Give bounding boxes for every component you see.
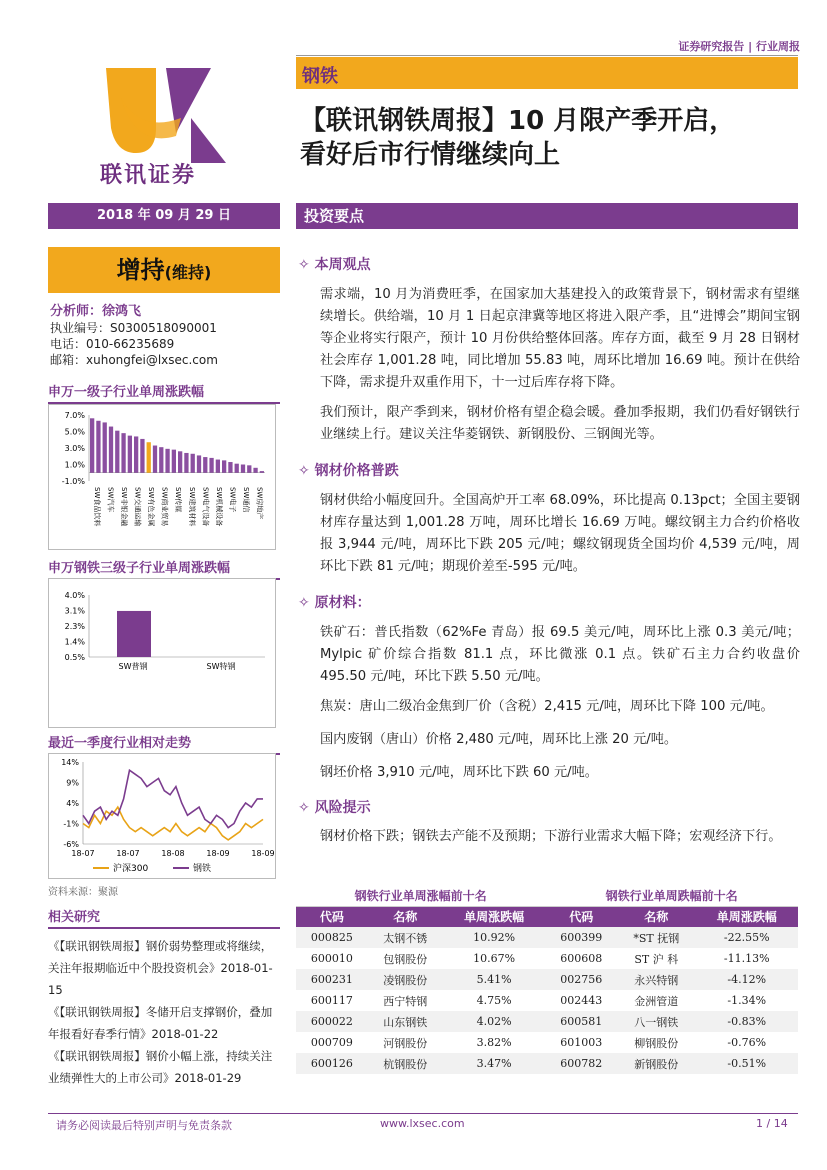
invest-highlights-title: 投资要点 — [296, 203, 798, 229]
table-cell: 5.41% — [443, 969, 546, 990]
relative-trend-line-chart — [49, 754, 275, 878]
section-raw-material-label: 原材料： — [314, 595, 371, 611]
para-steel-price: 钢材供给小幅度回升。全国高炉开工率 68.09%，环比提高 0.13pct；全国主要钢材库存量达到 1,001.28 万吨，周环比增长 16.69 万吨。螺纹钢主力合约价格收报 3,944 元/吨，周环比下跌 205 元/吨；螺纹钢现货全国均价 4,539 元/吨，周环比下跌 81 元/吨；期现价差至-595 元/吨。 — [320, 493, 800, 574]
bar — [90, 418, 94, 472]
y-tick-label: 14% — [61, 758, 79, 767]
legend-label: 沪深300 — [113, 864, 149, 874]
related-item[interactable]: 《【联讯钢铁周报】冬储开启支撑钢价，叠加年报看好春季行情》2018-01-22 — [48, 1005, 273, 1041]
x-tick-label: SW通信 — [241, 487, 250, 513]
x-tick-label: 18-09 — [251, 849, 275, 858]
bar — [165, 449, 169, 473]
sector-bar — [296, 57, 798, 89]
x-tick-label: SW传媒 — [174, 487, 183, 513]
section-steel-price-label: 钢材价格普跌 — [314, 463, 399, 479]
table-cell: 新钢股份 — [617, 1053, 695, 1074]
y-tick-label: -1.0% — [61, 477, 85, 486]
table-cell: -0.83% — [695, 1011, 798, 1032]
table-cell: 002443 — [560, 994, 603, 1007]
table-cell: 600608 — [560, 952, 603, 965]
chart1-box — [48, 404, 276, 550]
report-date: 2018 年 09 月 29 日 — [48, 203, 280, 229]
bar — [134, 436, 138, 472]
x-tick-label: 18-07 — [116, 849, 140, 858]
table-cell: 3.47% — [443, 1053, 546, 1074]
table-cell: 4.75% — [476, 994, 512, 1007]
section-weekly-view-label: 本周观点 — [314, 257, 371, 273]
table-cell: -0.76% — [727, 1036, 767, 1049]
para-weekly-view-2: 我们预计，限产季到来，钢材价格有望企稳会暖。叠加季报期，我们仍看好钢铁行业继续上行。建议关注华菱钢铁、新钢股份、三钢闽光等。 — [320, 405, 800, 442]
bar — [115, 431, 119, 473]
bar — [153, 446, 157, 473]
footer-page: 1 / 14 — [756, 1117, 788, 1130]
x-tick-label: SW电气设备 — [201, 487, 210, 527]
table-cell: ST 沪 科 — [634, 952, 679, 966]
bar — [103, 422, 107, 472]
para-weekly-view-1: 需求端，10 月为消费旺季，在国家加大基建投入的政策背景下，钢材需求有望继续增长。供给端，10 月 1 日起京津冀等地区将进入限产季，且“进博会”期间宝钢等企业将实行限产，预计 10 月份供给整体回落。库存方面，截至 9 月 28 日钢材社会库存 1,001.28 吨，同比增加 55.83 吨，周环比增加 16.69 吨。预计在供给下降，需求提升双重作用下，十一过后库存将下降。 — [320, 287, 800, 390]
title-line-1: 【联讯钢铁周报】10 月限产季开启， — [300, 106, 736, 136]
bar — [109, 427, 113, 473]
bar — [228, 462, 232, 473]
table-cell: 河钢股份 — [383, 1036, 428, 1050]
para-scrap: 国内废钢（唐山）价格 2,480 元/吨，周环比上涨 20 元/吨。 — [320, 732, 678, 747]
analyst-phone: 电话：010-66235689 — [50, 337, 175, 351]
bar — [184, 453, 188, 473]
header-divider — [296, 55, 798, 56]
table-cell: 金洲管道 — [634, 994, 679, 1008]
table-row — [296, 1011, 798, 1032]
bar — [159, 447, 163, 473]
y-tick-label: 1.4% — [64, 637, 85, 647]
bar — [172, 450, 176, 473]
section-risk: ✧ 风险提示 — [298, 800, 371, 816]
bar — [178, 451, 182, 472]
related-item[interactable]: 《【联讯钢铁周报】钢价小幅上涨，持续关注业绩弹性大的上市公司》2018-01-29 — [48, 1049, 273, 1085]
table-cell: 凌钢股份 — [368, 969, 443, 990]
related-item[interactable]: 《【联讯钢铁周报】钢价弱势整理或将继续，关注年报期临近中个股投资机会》2018-01-15 — [48, 939, 273, 997]
x-tick-label: SW普钢 — [118, 662, 148, 671]
bar — [121, 433, 125, 473]
col-header: 单周涨跌幅 — [443, 906, 546, 927]
bar — [203, 457, 207, 473]
table-cell: 600782 — [545, 1053, 617, 1074]
para-coke: 焦炭：唐山二级冶金焦到厂价（含税）2,415 元/吨，周环比下降 100 元/吨。 — [320, 699, 774, 714]
table-row — [296, 969, 798, 990]
table-cell: 杭钢股份 — [368, 1053, 443, 1074]
table-cell: 八一钢铁 — [617, 1011, 695, 1032]
y-tick-label: 3.0% — [64, 444, 85, 453]
data-source: 资料来源：聚源 — [48, 887, 118, 898]
footer-divider — [48, 1113, 798, 1114]
bar — [140, 439, 144, 473]
x-tick-label: SW机械设备 — [214, 487, 223, 527]
table-row — [296, 990, 798, 1011]
y-tick-label: 4% — [66, 799, 79, 808]
report-type: 证券研究报告 | 行业周报 — [678, 40, 800, 53]
table-row — [296, 1053, 798, 1074]
logo-text: 联讯证券 — [100, 162, 197, 188]
x-tick-label: SW有色金属 — [147, 487, 156, 527]
table-cell: -22.55% — [695, 927, 798, 948]
x-tick-label: SW交通运输 — [133, 487, 142, 527]
chart2-box — [48, 578, 276, 728]
table-cell: 000825 — [296, 927, 368, 948]
table-cell: -11.13% — [723, 952, 770, 965]
y-tick-label: 9% — [66, 778, 79, 788]
analyst-email[interactable]: 邮箱：xuhongfei@lxsec.com — [50, 353, 218, 367]
para-iron-ore: 铁矿石：普氏指数（62%Fe 青岛）报 69.5 美元/吨，周环比上涨 0.3 美元/吨；Mylpic 矿价综合指数 81.1 点，环比微涨 0.1 点。铁矿石主力合约收盘价 495.50 元/吨，环比下跌 5.50 元/吨。 — [320, 625, 800, 684]
table-cell: 太钢不锈 — [368, 927, 443, 948]
sector-label: 钢铁 — [302, 66, 338, 87]
col-header: 代码 — [545, 906, 617, 927]
y-tick-label: 3.1% — [64, 606, 85, 616]
industry-weekly-bar-chart — [49, 405, 275, 549]
table-cell: 西宁特钢 — [383, 994, 428, 1008]
table-cell: 包钢股份 — [383, 952, 428, 966]
x-tick-label: SW房地产 — [255, 487, 264, 520]
table-cell: 600231 — [296, 969, 368, 990]
rating-note: (维持) — [164, 263, 212, 282]
x-tick-label: 18-07 — [71, 849, 95, 858]
bar — [260, 471, 264, 473]
table-cell: 山东钢铁 — [368, 1011, 443, 1032]
x-tick-label: SW非银金融 — [120, 487, 129, 527]
y-tick-label: 4.0% — [64, 591, 85, 600]
legend-label: 钢铁 — [193, 864, 212, 874]
rating-label: 增持 — [116, 256, 165, 284]
table-row — [296, 927, 798, 948]
analyst-license: 执业编号：S0300518090001 — [50, 321, 217, 335]
table-row — [296, 1032, 798, 1053]
bar — [235, 464, 239, 473]
table-cell: 4.02% — [443, 1011, 546, 1032]
top-movers-table — [296, 885, 798, 1074]
y-tick-label: 5.0% — [64, 427, 85, 437]
bar — [216, 460, 220, 473]
analyst-info — [50, 304, 218, 368]
table-cell: 600022 — [296, 1011, 368, 1032]
chart3-box — [48, 753, 276, 879]
section-weekly-view: ✧ 本周观点 — [298, 257, 371, 273]
table-cell: 600117 — [310, 994, 353, 1007]
table-cell: 永兴特钢 — [617, 969, 695, 990]
table-cell: -0.51% — [695, 1053, 798, 1074]
y-tick-label: 1.0% — [64, 460, 85, 470]
col-header: 名称 — [617, 906, 695, 927]
x-tick-label: 18-08 — [161, 849, 185, 858]
series-line — [83, 807, 263, 840]
bar — [253, 468, 257, 473]
section-risk-label: 风险提示 — [314, 800, 371, 816]
section-steel-price: ✧ 钢材价格普跌 — [298, 463, 399, 479]
series-line — [83, 770, 263, 827]
table-cell: 601003 — [560, 1036, 603, 1049]
table-cell: 600010 — [310, 952, 353, 965]
loss-table-title: 钢铁行业单周跌幅前十名 — [545, 885, 798, 906]
table-cell: 3.82% — [476, 1036, 512, 1049]
bar — [117, 611, 151, 657]
title-line-2: 看好后市行情继续向上 — [300, 140, 561, 170]
chart3-title: 最近一季度行业相对走势 — [48, 732, 280, 755]
x-tick-label: SW电子 — [228, 487, 237, 513]
bar — [128, 436, 132, 473]
bar — [209, 458, 213, 473]
table-cell: 600399 — [545, 927, 617, 948]
related-research — [48, 906, 280, 1089]
para-billet: 钢坯价格 3,910 元/吨，周环比下跌 60 元/吨。 — [320, 765, 598, 780]
x-tick-label: SW食品饮料 — [93, 487, 101, 527]
steel-sub-industry-bar-chart — [49, 579, 275, 727]
x-tick-label: SW建筑材料 — [187, 487, 196, 527]
table-cell: 002756 — [545, 969, 617, 990]
col-header: 代码 — [296, 906, 368, 927]
para-risk: 钢材价格下跌；钢铁去产能不及预期；下游行业需求大幅下降；宏观经济下行。 — [320, 829, 782, 844]
x-tick-label: SW商业贸易 — [160, 487, 169, 527]
table-cell: 10.67% — [473, 952, 516, 965]
bar — [241, 465, 245, 473]
related-title: 相关研究 — [48, 906, 280, 929]
y-tick-label: 2.3% — [64, 622, 85, 631]
report-title — [300, 104, 800, 172]
x-tick-label: 18-09 — [206, 849, 230, 858]
x-tick-label: SW特钢 — [206, 662, 236, 671]
col-header: 单周涨跌幅 — [695, 906, 798, 927]
table-cell: -1.34% — [727, 994, 767, 1007]
y-tick-label: 7.0% — [64, 411, 85, 420]
bar — [247, 465, 251, 472]
table-cell: *ST 抚钢 — [617, 927, 695, 948]
chart2-title: 申万钢铁三级子行业单周涨跌幅 — [48, 557, 280, 580]
table-cell: 柳钢股份 — [634, 1036, 679, 1050]
table-cell: 600126 — [296, 1053, 368, 1074]
table-cell: 600581 — [545, 1011, 617, 1032]
bar — [96, 421, 100, 473]
gain-table-title: 钢铁行业单周涨幅前十名 — [296, 885, 545, 906]
footer-site[interactable]: www.lxsec.com — [380, 1117, 465, 1130]
footer-disclaimer[interactable]: 请务必阅读最后特别声明与免责条款 — [56, 1119, 232, 1132]
y-tick-label: 0.5% — [64, 653, 85, 662]
table-cell: 000709 — [310, 1036, 353, 1049]
y-tick-label: -1% — [63, 819, 79, 829]
chart1-title: 申万一级子行业单周涨跌幅 — [48, 381, 280, 404]
bar — [222, 460, 226, 472]
section-raw-material: ✧ 原材料： — [298, 595, 371, 611]
bar — [147, 442, 151, 473]
company-logo — [96, 58, 236, 188]
table-row — [296, 948, 798, 969]
table-cell: 10.92% — [443, 927, 546, 948]
bar — [197, 455, 201, 472]
col-header: 名称 — [368, 906, 443, 927]
x-tick-label: SW汽车 — [106, 487, 115, 513]
bar — [191, 454, 195, 473]
analyst-name: 分析师：徐鸿飞 — [50, 304, 142, 319]
table-cell: -4.12% — [695, 969, 798, 990]
rating-box — [48, 247, 280, 293]
y-tick-label: -6% — [63, 840, 79, 849]
